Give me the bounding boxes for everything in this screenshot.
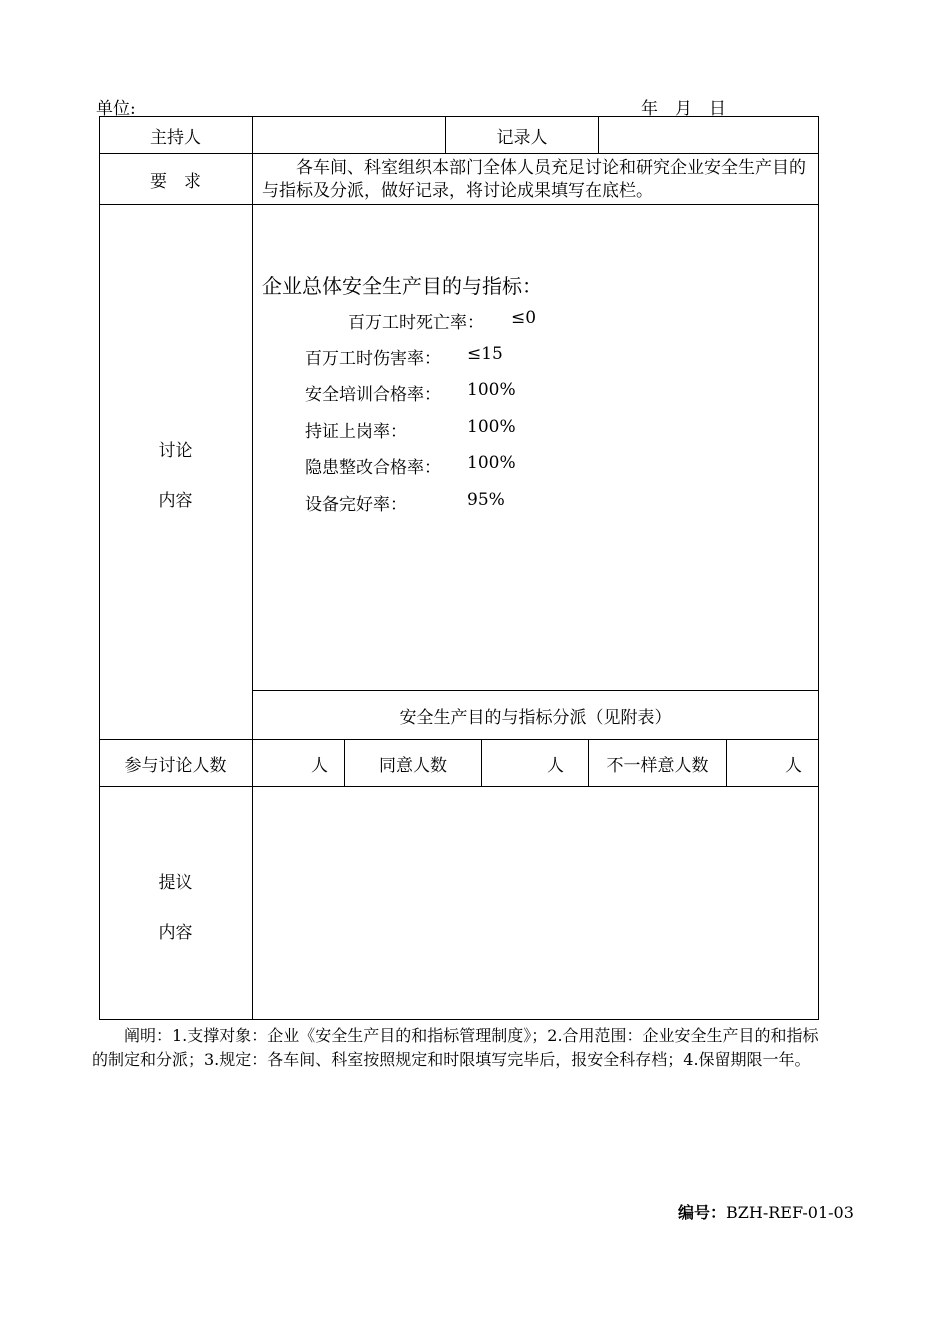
disagree-count-field[interactable]: 人 — [785, 755, 802, 776]
host-label: 主持人 — [150, 127, 201, 148]
recorder-label: 记录人 — [496, 127, 548, 148]
document-code — [678, 1200, 854, 1223]
date-label: 年 月 日 — [641, 99, 726, 119]
target-value: 95% — [467, 490, 505, 510]
proposal-label-line2: 内容 — [158, 923, 193, 943]
target-name: 设备完好率： — [305, 495, 407, 515]
target-name: 持证上岗率： — [305, 422, 407, 442]
proposal-label-line1: 提议 — [158, 873, 193, 893]
proposal-field[interactable] — [253, 787, 818, 1019]
row-divider — [99, 204, 819, 205]
disagree-label: 不一样意人数 — [606, 755, 709, 776]
target-value: 100% — [467, 380, 516, 400]
agree-label: 同意人数 — [379, 755, 447, 776]
agree-count-field[interactable]: 人 — [547, 755, 564, 776]
requirement-label: 要 求 — [150, 171, 201, 192]
target-value: ≤0 — [511, 308, 537, 328]
participants-count-field[interactable]: 人 — [311, 755, 328, 776]
targets-heading: 企业总体安全生产目的与指标： — [262, 274, 542, 298]
discussion-label-line1: 讨论 — [158, 441, 193, 461]
explanation-note: 阐明：1.支撑对象：企业《安全生产目的和指标管理制度》；2.合用范围：企业安全生产目的和指标的制定和分派；3.规定：各车间、科室按照规定和时限填写完毕后，报安全科存档；4.保留期限一年。 — [92, 1026, 819, 1069]
target-name: 百万工时伤害率： — [305, 349, 441, 369]
host-field[interactable] — [253, 117, 445, 153]
participants-label: 参与讨论人数 — [124, 755, 227, 776]
recorder-field[interactable] — [599, 117, 818, 153]
requirement-text: 各车间、科室组织本部门全体人员充足讨论和研究企业安全生产目的与指标及分派，做好记录，将讨论成果填写在底栏。 — [262, 158, 806, 201]
discussion-label-line2: 内容 — [158, 491, 193, 511]
target-value: 100% — [467, 417, 516, 437]
unit-label: 单位: — [96, 99, 136, 119]
target-value: ≤15 — [467, 344, 503, 364]
document-code-label: 编号： — [678, 1203, 727, 1222]
target-name: 安全培训合格率： — [305, 385, 441, 405]
document-code-value: BZH-REF-01-03 — [726, 1203, 854, 1222]
target-value: 100% — [467, 453, 516, 473]
target-name: 隐患整改合格率： — [305, 458, 441, 478]
allocation-text: 安全生产目的与指标分派（见附表） — [399, 707, 672, 728]
target-name: 百万工时死亡率： — [348, 313, 484, 333]
